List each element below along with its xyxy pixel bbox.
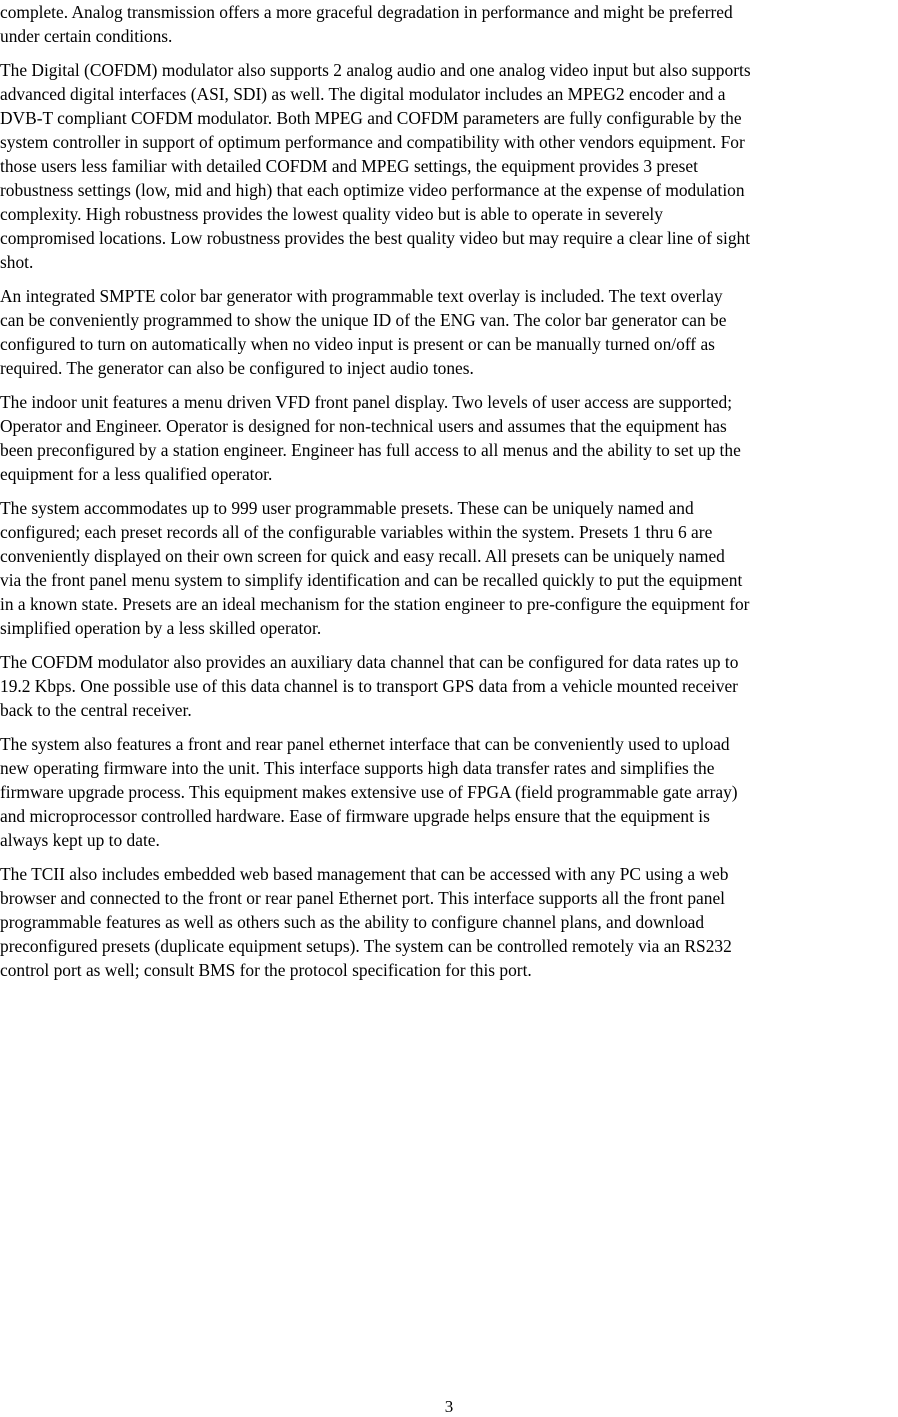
text-line: The Digital (COFDM) modulator also supports 2 analog audio and one analog video input but also supports <box>0 60 751 80</box>
text-line: complexity. High robustness provides the lowest quality video but is able to operate in severely <box>0 204 663 224</box>
text-line: in a known state. Presets are an ideal mechanism for the station engineer to pre-configure the equipment for <box>0 594 750 614</box>
paragraph <box>0 496 898 640</box>
text-line: required. The generator can also be configured to inject audio tones. <box>0 358 474 378</box>
paragraph <box>0 650 898 722</box>
text-line: via the front panel menu system to simplify identification and can be recalled quickly to put the equipment <box>0 570 743 590</box>
text-line: The TCII also includes embedded web based management that can be accessed with any PC using a web <box>0 864 729 884</box>
text-line: The indoor unit features a menu driven VFD front panel display. Two levels of user access are supported; <box>0 392 733 412</box>
text-line: An integrated SMPTE color bar generator with programmable text overlay is included. The text overlay <box>0 286 723 306</box>
text-line: always kept up to date. <box>0 830 160 850</box>
text-line: browser and connected to the front or rear panel Ethernet port. This interface supports all the front panel <box>0 888 725 908</box>
text-line: and microprocessor controlled hardware. Ease of firmware upgrade helps ensure that the equipment is <box>0 806 710 826</box>
paragraph <box>0 58 898 274</box>
paragraph <box>0 862 898 982</box>
text-line: advanced digital interfaces (ASI, SDI) as well. The digital modulator includes an MPEG2 encoder and a <box>0 84 726 104</box>
text-line: Operator and Engineer. Operator is designed for non-technical users and assumes that the equipment has <box>0 416 727 436</box>
paragraph <box>0 390 898 486</box>
text-line: The system accommodates up to 999 user programmable presets. These can be uniquely named and <box>0 498 694 518</box>
text-line: The system also features a front and rear panel ethernet interface that can be conveniently used to upload <box>0 734 730 754</box>
text-line: equipment for a less qualified operator. <box>0 464 273 484</box>
text-line: simplified operation by a less skilled operator. <box>0 618 322 638</box>
text-line: those users less familiar with detailed COFDM and MPEG settings, the equipment provides 3 preset <box>0 156 698 176</box>
text-line: can be conveniently programmed to show the unique ID of the ENG van. The color bar generator can be <box>0 310 727 330</box>
text-line: DVB-T compliant COFDM modulator. Both MPEG and COFDM parameters are fully configurable by the <box>0 108 742 128</box>
text-line: robustness settings (low, mid and high) that each optimize video performance at the expense of modulation <box>0 180 745 200</box>
text-line: shot. <box>0 252 34 272</box>
text-line: system controller in support of optimum performance and compatibility with other vendors equipment. For <box>0 132 745 152</box>
text-line: conveniently displayed on their own screen for quick and easy recall. All presets can be uniquely named <box>0 546 725 566</box>
text-line: complete. Analog transmission offers a more graceful degradation in performance and might be preferred <box>0 2 733 22</box>
paragraph <box>0 732 898 852</box>
text-line: preconfigured presets (duplicate equipment setups). The system can be controlled remotely via an RS232 <box>0 936 732 956</box>
text-line: 19.2 Kbps. One possible use of this data channel is to transport GPS data from a vehicle mounted receiver <box>0 676 738 696</box>
paragraph <box>0 284 898 380</box>
text-line: new operating firmware into the unit. This interface supports high data transfer rates and simplifies the <box>0 758 715 778</box>
text-line: configured to turn on automatically when no video input is present or can be manually turned on/off as <box>0 334 715 354</box>
paragraph <box>0 0 898 48</box>
text-line: control port as well; consult BMS for the protocol specification for this port. <box>0 960 532 980</box>
text-line: configured; each preset records all of the configurable variables within the system. Presets 1 thru 6 are <box>0 522 713 542</box>
text-line: programmable features as well as others such as the ability to configure channel plans, and download <box>0 912 705 932</box>
text-line: compromised locations. Low robustness provides the best quality video but may require a clear line of sight <box>0 228 751 248</box>
text-line: The COFDM modulator also provides an auxiliary data channel that can be configured for data rates up to <box>0 652 739 672</box>
page-number: 3 <box>444 1397 454 1416</box>
text-line: firmware upgrade process. This equipment makes extensive use of FPGA (field programmable gate array) <box>0 782 738 802</box>
text-line: been preconfigured by a station engineer. Engineer has full access to all menus and the ability to set up the <box>0 440 741 460</box>
text-line: under certain conditions. <box>0 26 173 46</box>
text-line: back to the central receiver. <box>0 700 192 720</box>
